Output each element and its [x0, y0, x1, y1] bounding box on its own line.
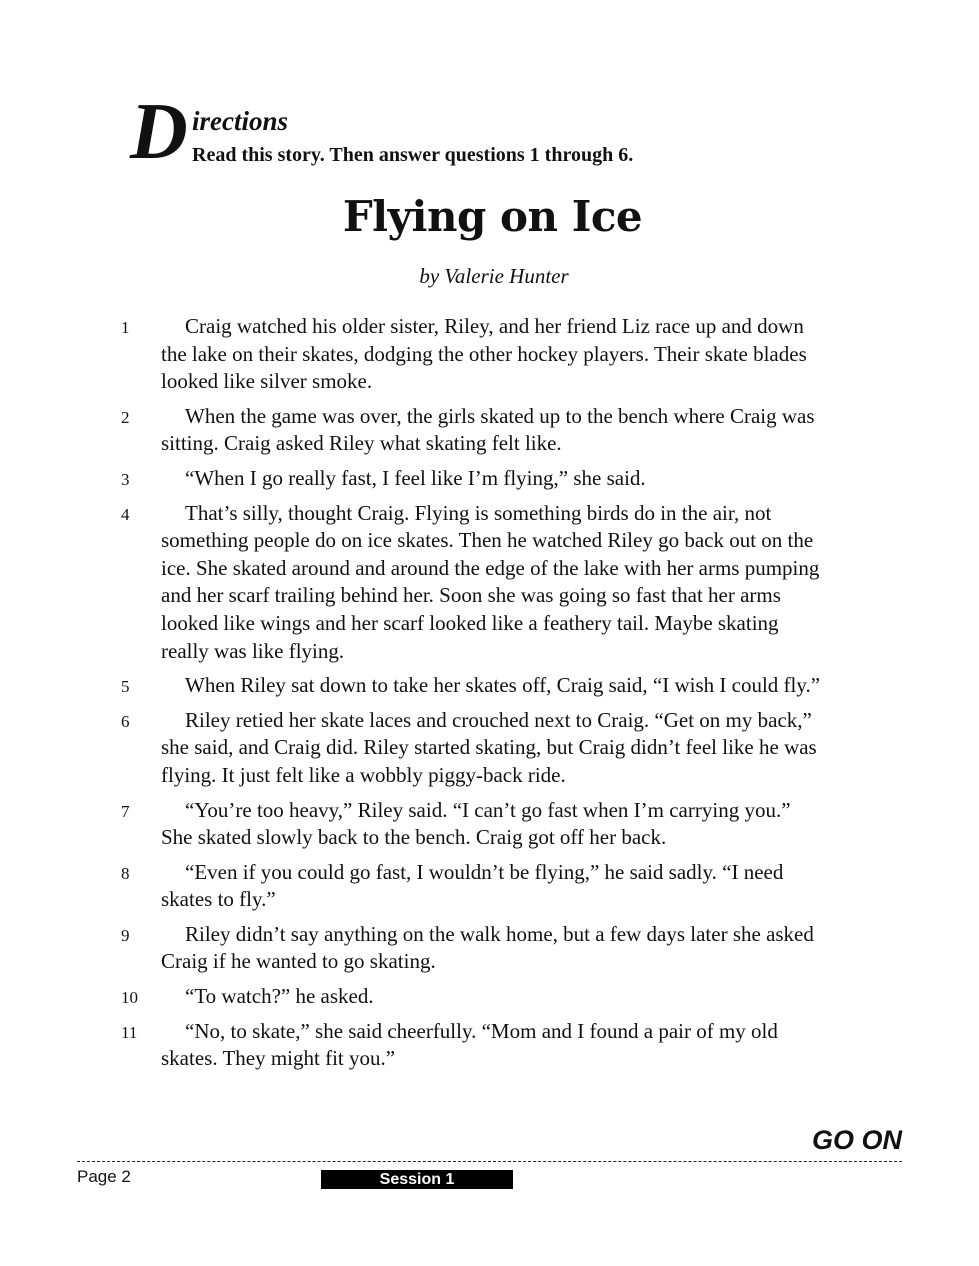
- paragraph-text: That’s silly, thought Craig. Flying is something birds do in the air, not something people do on ice skates. Then he watched Riley go back out on the ice. She skated around and around the edge of the lake with her arms pumping and her scarf trailing behind her. Soon she was going so fast that her arms looked like wings and her scarf looked like a feathery tail. Maybe skating really was like flying.: [161, 500, 820, 663]
- paragraph-number: 5: [121, 677, 130, 697]
- story-body: [0, 313, 979, 1080]
- paragraph-8: [0, 859, 979, 914]
- paragraph-number: 3: [121, 469, 130, 489]
- directions-heading: irections: [192, 106, 289, 136]
- paragraph-text: Riley retied her skate laces and crouched next to Craig. “Get on my back,” she said, and Craig did. Riley started skating, but Craig didn’t feel like he was flying. It just felt like a wobbly piggy-back ride.: [161, 707, 817, 787]
- paragraph-text: When Riley sat down to take her skates off, Craig said, “I wish I could fly.”: [185, 673, 821, 698]
- paragraph-number: 11: [121, 1022, 138, 1042]
- paragraph-number: 7: [121, 801, 130, 821]
- paragraph-text: Craig watched his older sister, Riley, and her friend Liz race up and down the lake on their skates, dodging the other hockey players. Their skate blades looked like silver smoke.: [161, 314, 807, 394]
- paragraph-text: “To watch?” he asked.: [185, 984, 374, 1009]
- directions-text: Read this story. Then answer questions 1 through 6.: [192, 144, 634, 166]
- paragraph-text: “When I go really fast, I feel like I’m flying,” she said.: [185, 465, 646, 490]
- paragraph-number: 10: [121, 988, 138, 1008]
- paragraph-text: “No, to skate,” she said cheerfully. “Mom and I found a pair of my old skates. They might fit you.”: [161, 1018, 778, 1071]
- paragraph-number: 2: [121, 407, 130, 427]
- story-title: Flying on Ice: [342, 192, 643, 241]
- paragraph-2: [0, 403, 979, 458]
- paragraph-number: 9: [121, 925, 130, 945]
- session-badge: Session 1: [321, 1170, 513, 1189]
- paragraph-1: [0, 313, 979, 396]
- paragraph-text: When the game was over, the girls skated up to the bench where Craig was sitting. Craig asked Riley what skating felt like.: [161, 403, 815, 456]
- paragraph-9: [0, 921, 979, 976]
- paragraph-7: [0, 797, 979, 852]
- footer-divider: [77, 1161, 902, 1162]
- paragraph-text: “Even if you could go fast, I wouldn’t be flying,” he said sadly. “I need skates to fly.”: [161, 859, 784, 912]
- paragraph-number: 8: [121, 863, 130, 883]
- paragraph-text: “You’re too heavy,” Riley said. “I can’t go fast when I’m carrying you.” She skated slowly back to the bench. Craig got off her back.: [161, 797, 791, 850]
- paragraph-10: [0, 983, 979, 1011]
- paragraph-number: 6: [121, 711, 130, 731]
- story-byline: by Valerie Hunter: [419, 264, 569, 288]
- paragraph-5: [0, 672, 979, 700]
- paragraph-number: 1: [121, 318, 130, 337]
- go-on-label: GO ON: [811, 1125, 902, 1155]
- paragraph-6: [0, 707, 979, 790]
- directions-block: [130, 88, 830, 180]
- paragraph-text: Riley didn’t say anything on the walk home, but a few days later she asked Craig if he wanted to go skating.: [161, 921, 814, 974]
- paragraph-3: [0, 465, 979, 493]
- paragraph-number: 4: [121, 504, 130, 524]
- paragraph-11: [0, 1018, 979, 1073]
- directions-drop-cap: D: [130, 88, 188, 176]
- paragraph-4: [0, 500, 979, 666]
- page-number: Page 2: [77, 1167, 131, 1186]
